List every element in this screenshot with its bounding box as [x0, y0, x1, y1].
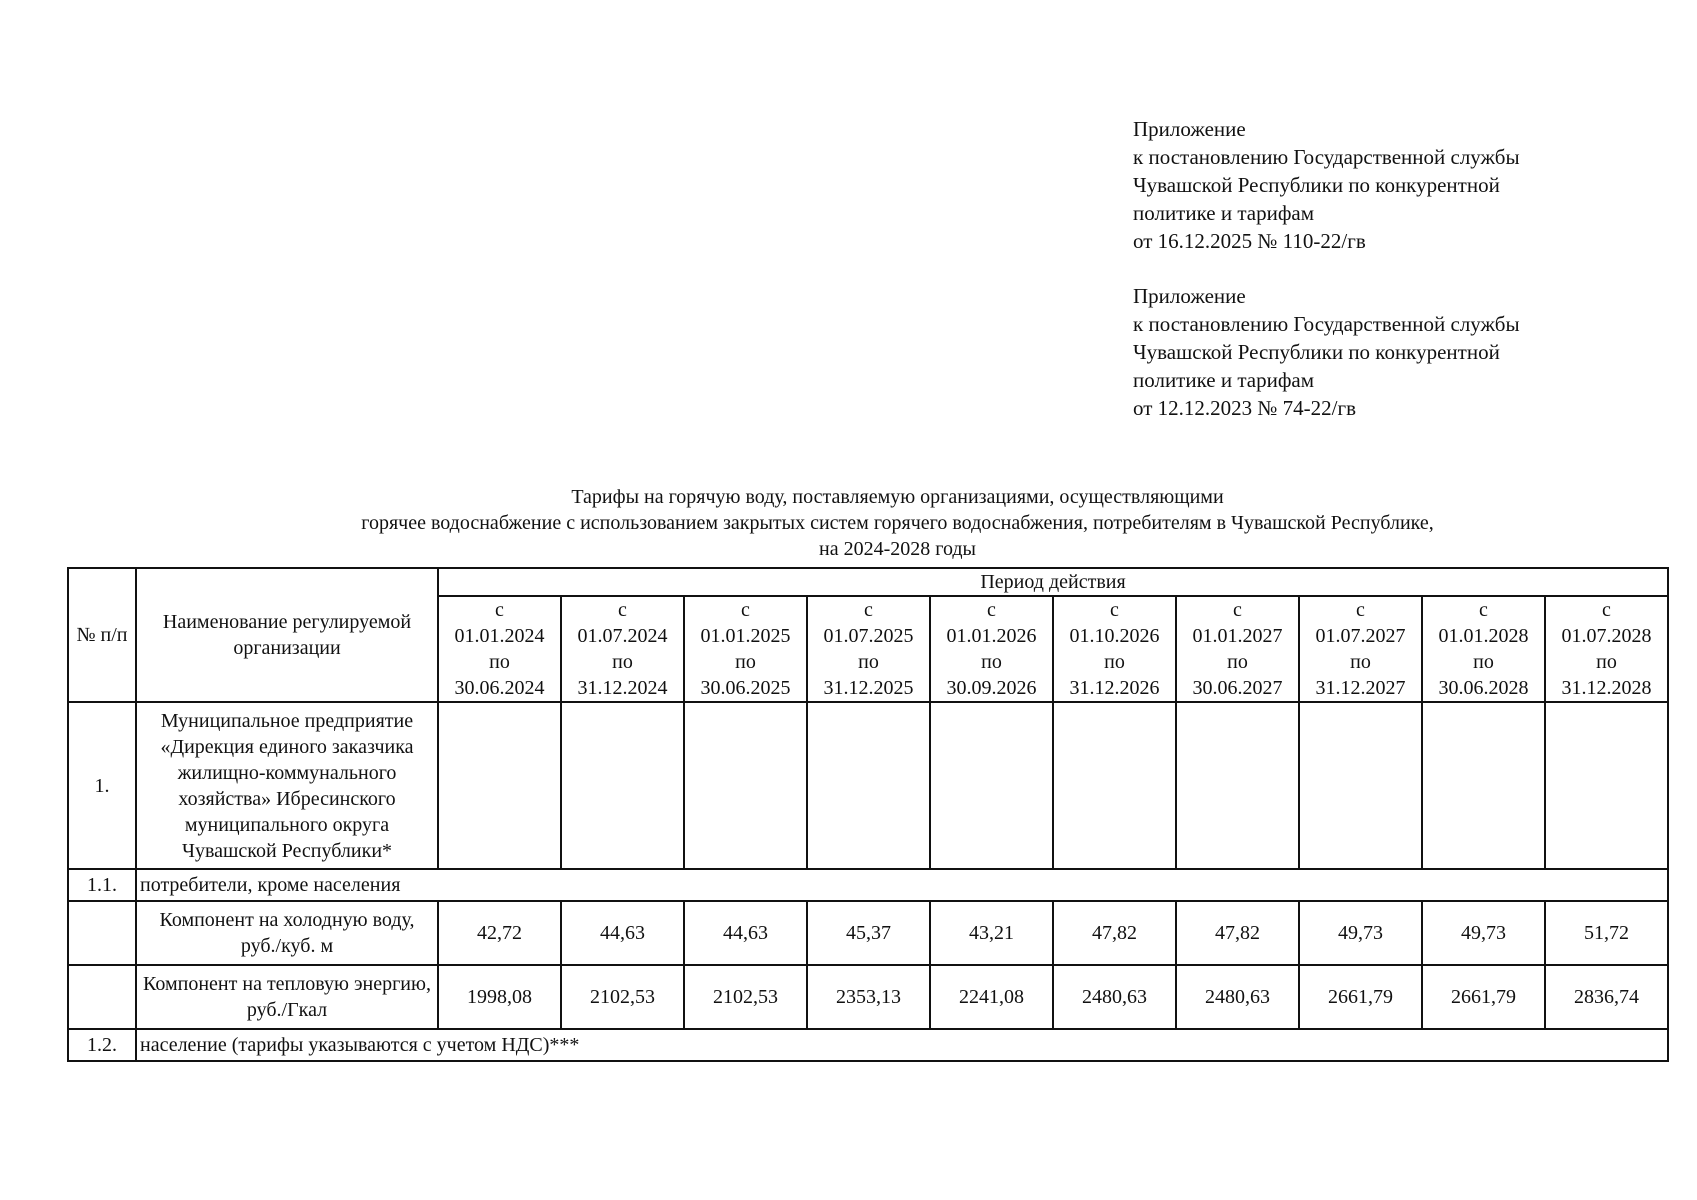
period-to-word: по — [1227, 651, 1248, 673]
tariff-value-cell: 45,37 — [807, 901, 930, 965]
section-num-cell: 1.1. — [68, 869, 136, 901]
tariff-value-cell: 2353,13 — [807, 965, 930, 1029]
component-name-cell: Компонент на холодную воду, руб./куб. м — [136, 901, 438, 965]
tariff-value-cell: 43,21 — [930, 901, 1053, 965]
period-from-date: 01.07.2024 — [577, 625, 668, 647]
section-row-1-2 — [68, 1029, 1668, 1061]
appendix-line: к постановлению Государственной службы — [1133, 312, 1520, 336]
period-to-word: по — [1350, 651, 1371, 673]
period-to-word: по — [1473, 651, 1494, 673]
empty-cell — [561, 702, 684, 869]
period-from-date: 01.01.2025 — [700, 625, 791, 647]
empty-cell — [1053, 702, 1176, 869]
header-num-cell: № п/п — [68, 568, 136, 702]
title-line: Тарифы на горячую воду, поставляемую организациями, осуществляющими — [571, 486, 1224, 508]
tariff-table — [67, 567, 1669, 1062]
tariff-value-cell: 47,82 — [1053, 901, 1176, 965]
period-header-cell — [1545, 596, 1668, 702]
period-to-date: 30.06.2027 — [1192, 677, 1283, 699]
appendix-line: политике и тарифам — [1133, 368, 1315, 392]
period-from-word: с — [618, 599, 627, 621]
tariff-value-cell: 1998,08 — [438, 965, 561, 1029]
header-period-group: Период действия — [438, 568, 1668, 596]
tariff-value-cell: 2836,74 — [1545, 965, 1668, 1029]
appendix-header-previous — [1133, 282, 1673, 422]
organization-num-cell: 1. — [68, 702, 136, 869]
period-to-word: по — [489, 651, 510, 673]
period-to-date: 31.12.2028 — [1561, 677, 1652, 699]
period-to-date: 30.06.2024 — [454, 677, 545, 699]
period-header-cell — [438, 596, 561, 702]
period-from-date: 01.01.2028 — [1438, 625, 1529, 647]
table-row — [68, 901, 1668, 965]
period-from-date: 01.01.2026 — [946, 625, 1037, 647]
tariff-value-cell: 2661,79 — [1299, 965, 1422, 1029]
tariff-value-cell: 2480,63 — [1176, 965, 1299, 1029]
period-from-word: с — [987, 599, 996, 621]
appendix-line: Чувашской Республики по конкурентной — [1133, 340, 1500, 364]
tariff-value-cell: 49,73 — [1422, 901, 1545, 965]
component-name-cell: Компонент на тепловую энергию, руб./Гкал — [136, 965, 438, 1029]
period-from-word: с — [1602, 599, 1611, 621]
tariff-value-cell: 2102,53 — [684, 965, 807, 1029]
period-header-cell — [1176, 596, 1299, 702]
period-from-date: 01.10.2026 — [1069, 625, 1160, 647]
period-header-cell — [561, 596, 684, 702]
appendix-line: Чувашской Республики по конкурентной — [1133, 173, 1500, 197]
section-num-cell: 1.2. — [68, 1029, 136, 1061]
tariff-value-cell: 44,63 — [561, 901, 684, 965]
period-from-word: с — [1479, 599, 1488, 621]
appendix-header-current — [1133, 115, 1673, 255]
period-from-word: с — [741, 599, 750, 621]
period-to-date: 31.12.2027 — [1315, 677, 1406, 699]
tariff-value-cell: 44,63 — [684, 901, 807, 965]
tariff-value-cell: 42,72 — [438, 901, 561, 965]
empty-cell — [1545, 702, 1668, 869]
period-from-date: 01.07.2025 — [823, 625, 914, 647]
period-to-word: по — [858, 651, 879, 673]
document-title — [60, 484, 1697, 562]
empty-cell — [1299, 702, 1422, 869]
appendix-line: от 16.12.2025 № 110-22/гв — [1133, 229, 1366, 253]
empty-cell — [684, 702, 807, 869]
period-to-date: 30.06.2025 — [700, 677, 791, 699]
appendix-line: от 12.12.2023 № 74-22/гв — [1133, 396, 1357, 420]
section-label-cell: население (тарифы указываются с учетом НДС)*** — [136, 1029, 1668, 1061]
empty-cell — [438, 702, 561, 869]
period-to-date: 30.09.2026 — [946, 677, 1037, 699]
appendix-line: Приложение — [1133, 284, 1246, 308]
tariff-value-cell: 2241,08 — [930, 965, 1053, 1029]
period-header-cell — [684, 596, 807, 702]
period-header-cell — [1053, 596, 1176, 702]
period-to-word: по — [612, 651, 633, 673]
title-line: на 2024-2028 годы — [819, 538, 976, 560]
title-line: горячее водоснабжение с использованием закрытых систем горячего водоснабжения, потребителям в Чувашской Республике, — [361, 512, 1434, 534]
period-from-date: 01.01.2027 — [1192, 625, 1283, 647]
empty-cell — [807, 702, 930, 869]
period-from-date: 01.07.2027 — [1315, 625, 1406, 647]
period-from-word: с — [864, 599, 873, 621]
period-from-word: с — [1233, 599, 1242, 621]
empty-num-cell — [68, 965, 136, 1029]
appendix-line: политике и тарифам — [1133, 201, 1315, 225]
tariff-value-cell: 47,82 — [1176, 901, 1299, 965]
period-to-word: по — [1104, 651, 1125, 673]
period-to-date: 31.12.2024 — [577, 677, 668, 699]
tariff-value-cell: 2480,63 — [1053, 965, 1176, 1029]
period-to-date: 31.12.2025 — [823, 677, 914, 699]
organization-row — [68, 702, 1668, 869]
period-header-cell — [1299, 596, 1422, 702]
empty-num-cell — [68, 901, 136, 965]
period-from-word: с — [1110, 599, 1119, 621]
table-row — [68, 965, 1668, 1029]
section-label-cell: потребители, кроме населения — [136, 869, 1668, 901]
period-header-cell — [807, 596, 930, 702]
appendix-line: к постановлению Государственной службы — [1133, 145, 1520, 169]
period-header-cell — [1422, 596, 1545, 702]
period-header-cell — [930, 596, 1053, 702]
period-from-word: с — [495, 599, 504, 621]
period-to-word: по — [981, 651, 1002, 673]
period-from-word: с — [1356, 599, 1365, 621]
section-row-1-1 — [68, 869, 1668, 901]
period-to-word: по — [735, 651, 756, 673]
organization-name-cell: Муниципальное предприятие «Дирекция единого заказчика жилищно-коммунального хозяйства» Ибресинского муниципального округа Чувашской Республики* — [136, 702, 438, 869]
tariff-value-cell: 51,72 — [1545, 901, 1668, 965]
tariff-value-cell: 2661,79 — [1422, 965, 1545, 1029]
tariff-value-cell: 49,73 — [1299, 901, 1422, 965]
period-from-date: 01.07.2028 — [1561, 625, 1652, 647]
period-to-date: 31.12.2026 — [1069, 677, 1160, 699]
tariff-value-cell: 2102,53 — [561, 965, 684, 1029]
period-from-date: 01.01.2024 — [454, 625, 545, 647]
header-org-name-cell: Наименование регулируемой организации — [136, 568, 438, 702]
empty-cell — [930, 702, 1053, 869]
period-to-word: по — [1596, 651, 1617, 673]
period-to-date: 30.06.2028 — [1438, 677, 1529, 699]
empty-cell — [1176, 702, 1299, 869]
appendix-line: Приложение — [1133, 117, 1246, 141]
empty-cell — [1422, 702, 1545, 869]
